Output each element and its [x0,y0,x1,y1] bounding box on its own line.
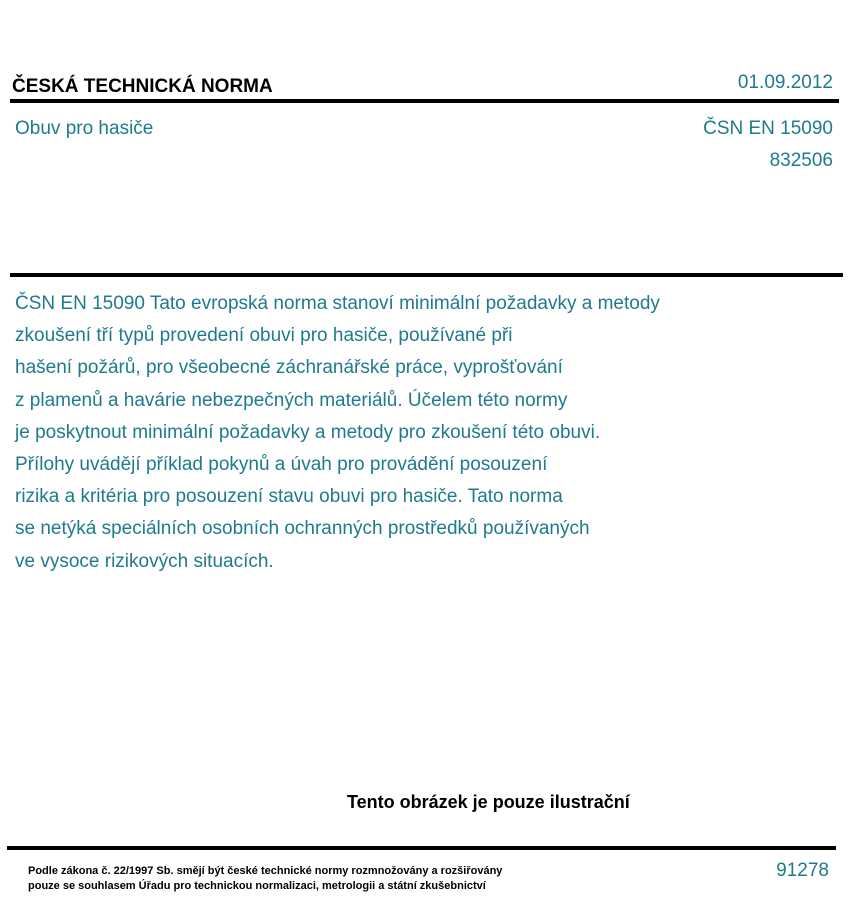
abstract-line: rizika a kritéria pro posouzení stavu obuvi pro hasiče. Tato norma [15,486,563,508]
document-type-title: ČESKÁ TECHNICKÁ NORMA [12,76,273,97]
footer-legal-line: pouze se souhlasem Úřadu pro technickou normalizaci, metrologii a státní zkušebnictví [28,880,486,892]
illustration-notice: Tento obrázek je pouze ilustrační [347,792,630,812]
footer-legal-line: Podle zákona č. 22/1997 Sb. smějí být české technické normy rozmnožovány a rozšiřovány [28,865,503,877]
standard-code: ČSN EN 15090 [703,118,833,139]
abstract-text [15,288,660,578]
abstract-line: ČSN EN 15090 Tato evropská norma stanoví minimální požadavky a metody [15,293,660,314]
abstract-line: ve vysoce rizikových situacích. [15,550,274,572]
abstract-line: zkoušení tří typů provedení obuvi pro hasiče, používané při [15,325,513,347]
section-divider [10,273,843,277]
footer-legal-notice [28,864,502,894]
header-divider [10,99,839,103]
footer-number: 91278 [776,860,829,881]
footer-divider [7,846,836,850]
abstract-line: je poskytnout minimální požadavky a metody pro zkoušení této obuvi. [15,421,601,443]
issue-date: 01.09.2012 [737,72,833,93]
abstract-line: z plamenů a havárie nebezpečných materiálů. Účelem této normy [15,389,568,411]
standard-class-number: 832506 [769,150,833,171]
abstract-line: hašení požárů, pro všeobecné záchranářské práce, vyprošťování [15,357,563,379]
standard-subject: Obuv pro hasiče [15,118,154,139]
abstract-line: Přílohy uvádějí příklad pokynů a úvah pro provádění posouzení [15,454,548,476]
abstract-line: se netýká speciálních osobních ochranných prostředků používaných [15,518,590,540]
